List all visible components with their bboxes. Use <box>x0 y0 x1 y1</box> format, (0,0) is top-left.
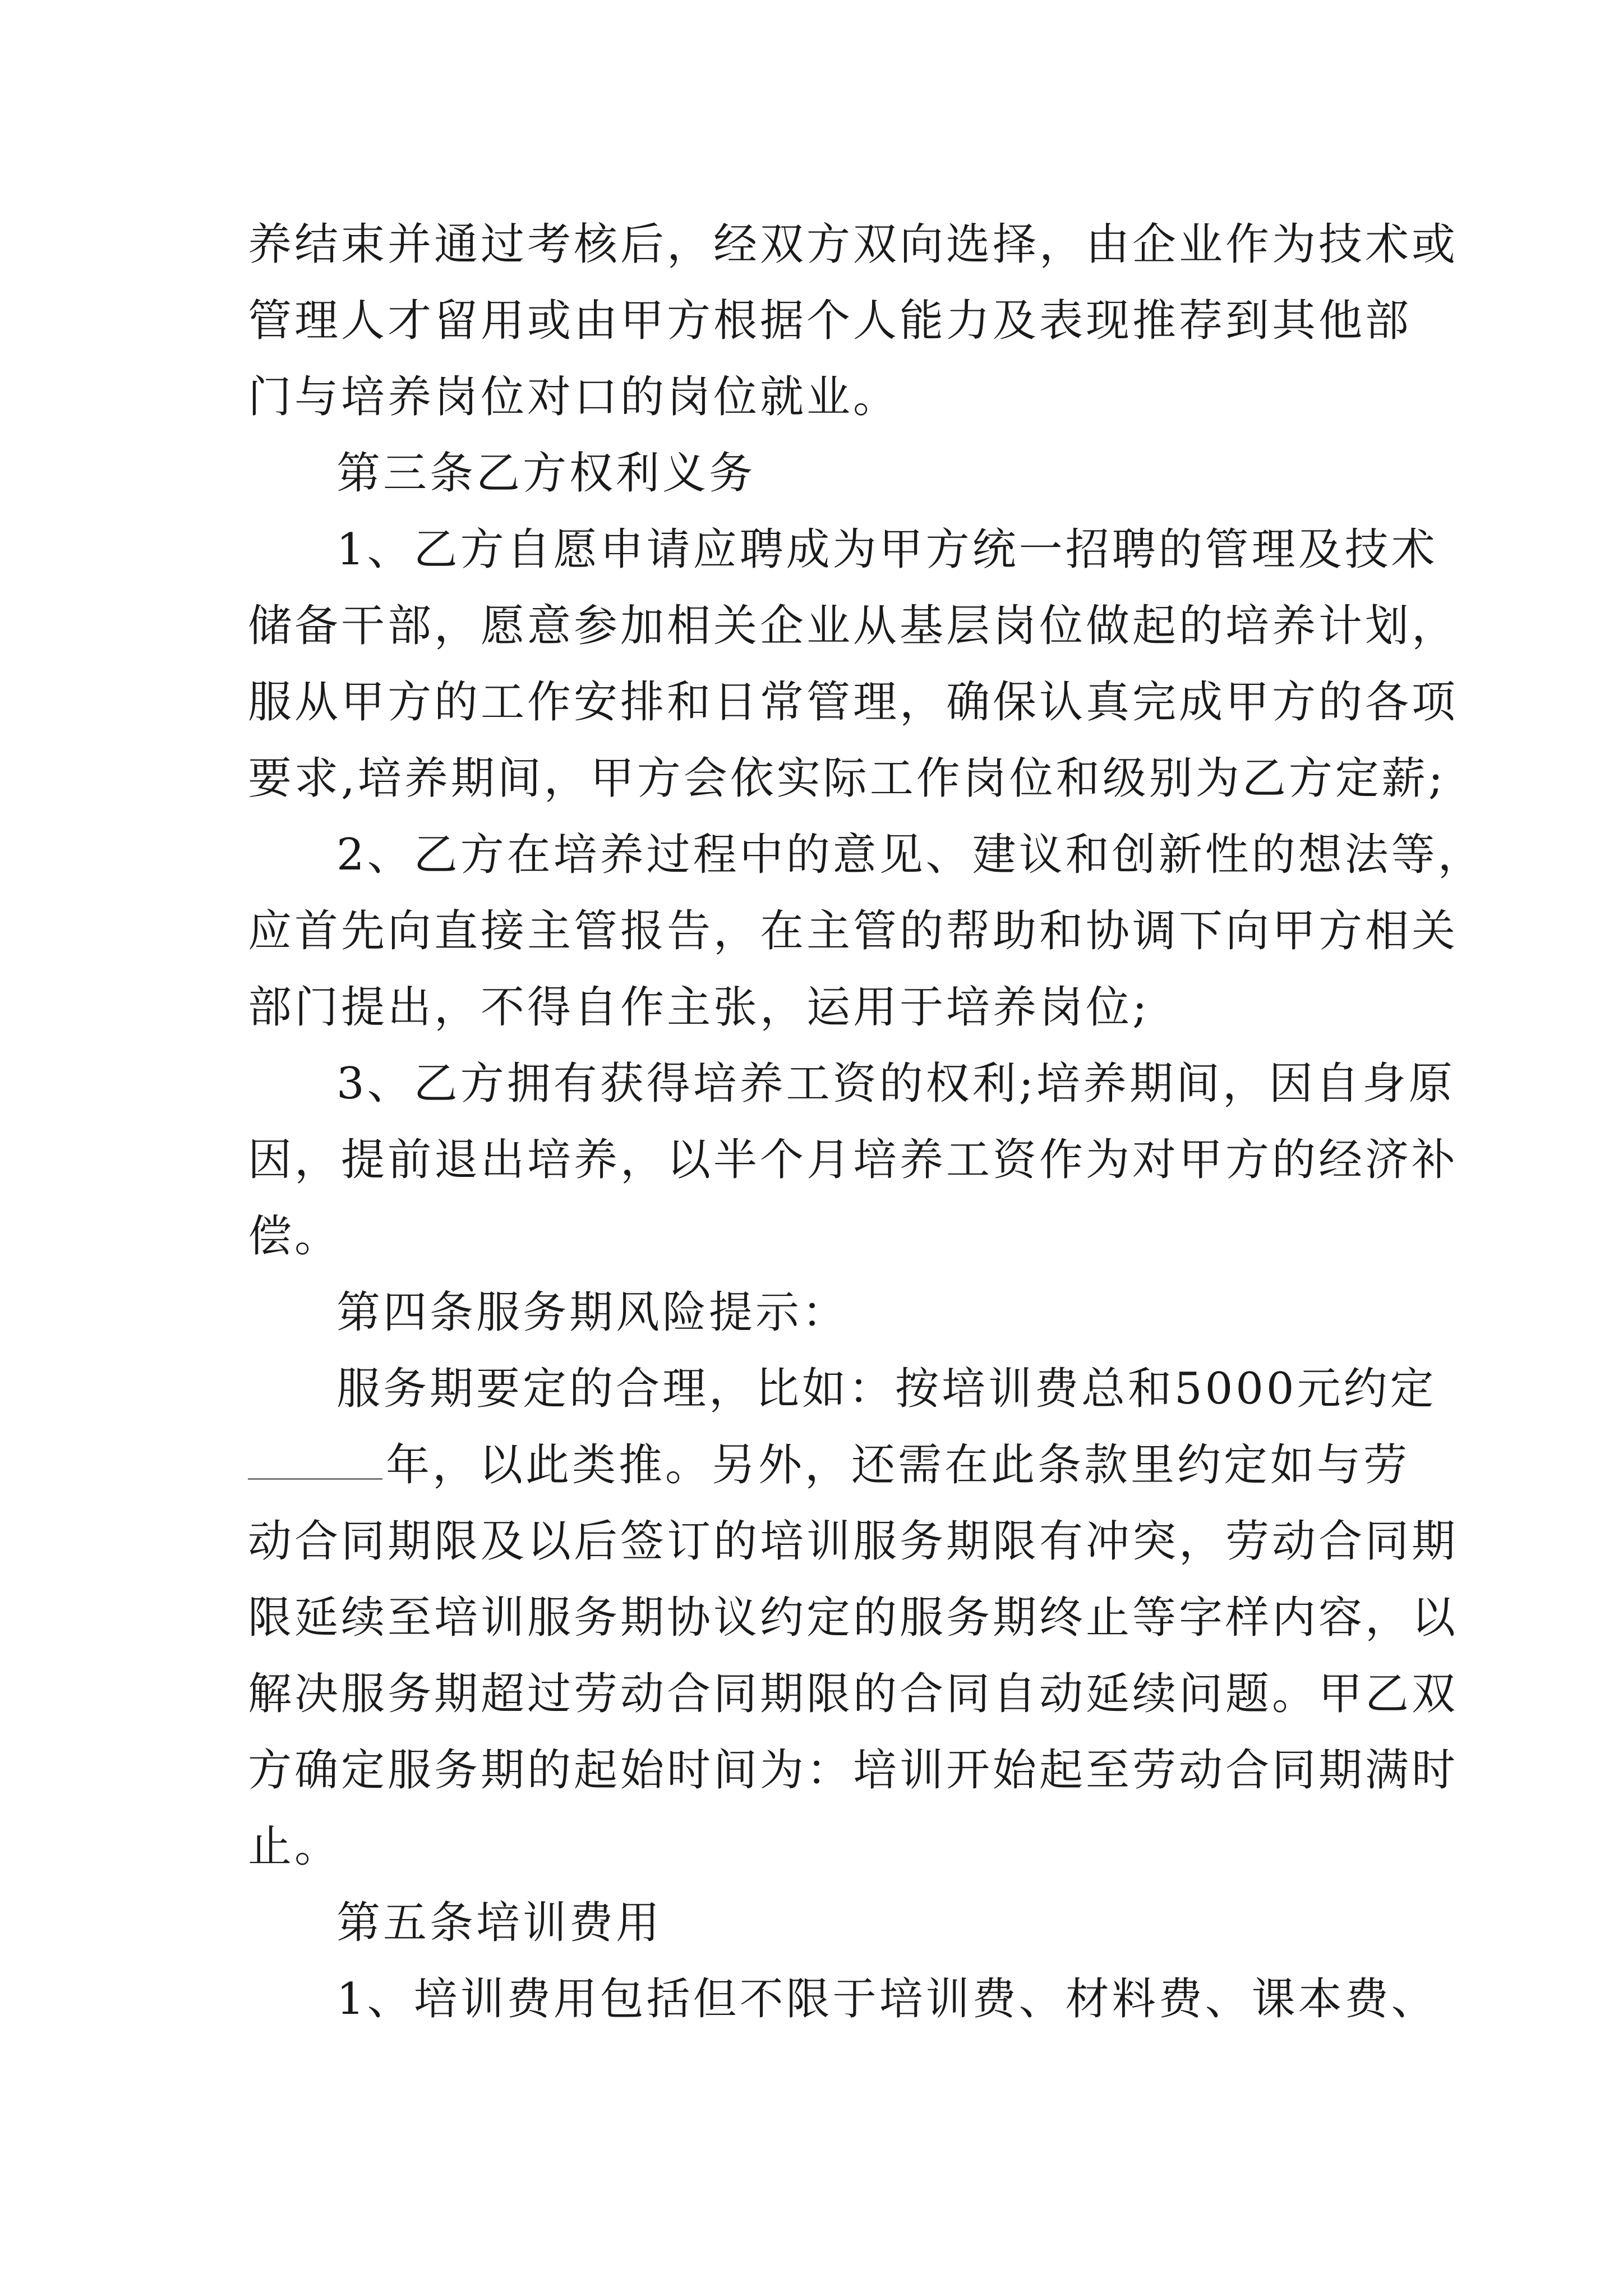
fill-in-blank <box>248 1444 382 1480</box>
document-body <box>248 206 1484 2037</box>
text-line <box>248 1427 1410 1503</box>
text-line: 限延续至培训服务期协议约定的服务期终止等字样内容，以 <box>248 1593 1459 1643</box>
text-line: 服务期要定的合理，比如：按培训费总和5000元约定 <box>336 1364 1437 1414</box>
text-line: 应首先向直接主管报告，在主管的帮助和协调下向甲方相关 <box>248 906 1459 956</box>
article-5-heading: 第五条培训费用 <box>336 1898 663 1948</box>
text-line-content: 年，以此类推。另外，还需在此条款里约定如与劳 <box>386 1440 1410 1490</box>
text-line: 储备干部，愿意参加相关企业从基层岗位做起的培养计划， <box>248 601 1459 651</box>
text-line: 3、乙方拥有获得培养工资的权利;培养期间，因自身原 <box>336 1059 1455 1109</box>
text-line: 因，提前退出培养，以半个月培养工资作为对甲方的经济补 <box>248 1135 1459 1185</box>
text-line: 2、乙方在培养过程中的意见、建议和创新性的想法等， <box>336 830 1484 880</box>
text-line: 1、乙方自愿申请应聘成为甲方统一招聘的管理及技术 <box>336 524 1438 575</box>
text-line: 止。 <box>248 1821 342 1872</box>
text-line: 要求,培养期间，甲方会依实际工作岗位和级别为乙方定薪; <box>248 753 1446 804</box>
text-line: 服从甲方的工作安排和日常管理，确保认真完成甲方的各项 <box>248 677 1459 728</box>
text-line: 部门提出，不得自作主张，运用于培养岗位; <box>248 982 1150 1033</box>
text-line: 偿。 <box>248 1211 342 1262</box>
text-line: 管理人才留用或由甲方根据个人能力及表现推荐到其他部 <box>248 296 1412 346</box>
text-line: 动合同期限及以后签订的培训服务期限有冲突，劳动合同期 <box>248 1516 1459 1567</box>
text-line: 解决服务期超过劳动合同期限的合同自动延续问题。甲乙双 <box>248 1669 1459 1719</box>
text-line: 方确定服务期的起始时间为：培训开始起至劳动合同期满时 <box>248 1745 1459 1796</box>
article-4-heading: 第四条服务期风险提示： <box>336 1287 849 1338</box>
article-3-heading: 第三条乙方权利义务 <box>336 448 756 499</box>
text-line: 1、培训费用包括但不限于培训费、材料费、课本费、 <box>336 1974 1438 2024</box>
text-line: 养结束并通过考核后，经双方双向选择，由企业作为技术或 <box>248 219 1459 270</box>
text-line: 门与培养岗位对口的岗位就业。 <box>248 372 900 422</box>
